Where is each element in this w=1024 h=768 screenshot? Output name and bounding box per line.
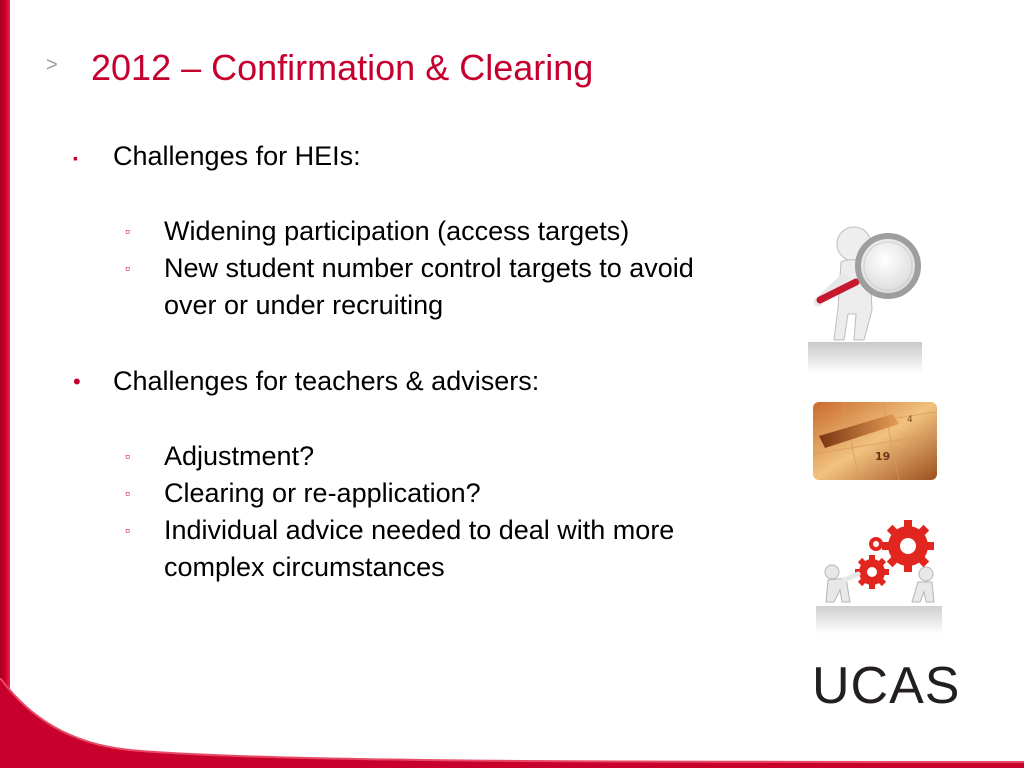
sub-bullet	[125, 475, 481, 512]
sub-bullet-text: Adjustment?	[164, 441, 315, 471]
sub-bullet-text: complex circumstances	[164, 552, 445, 582]
sub-bullet-text: Widening participation (access targets)	[164, 216, 630, 246]
figures-gears-icon	[816, 516, 942, 634]
heading-text: Challenges for teachers & advisers:	[113, 366, 540, 396]
magnifying-figure-icon	[808, 222, 924, 374]
svg-text:4: 4	[907, 415, 913, 425]
bullet-heading-teachers	[73, 363, 540, 400]
sub-bullet	[125, 250, 694, 287]
title-chevron-icon: >	[46, 54, 58, 76]
open-square-bullet-icon: ▫	[125, 260, 130, 276]
open-square-bullet-icon: ▫	[125, 485, 130, 501]
sub-bullet-text: New student number control targets to avoid	[164, 253, 694, 283]
open-square-bullet-icon: ▫	[125, 448, 130, 464]
sub-bullet-continuation	[164, 287, 443, 324]
open-square-bullet-icon: ▫	[125, 522, 130, 538]
sub-bullet-text: Individual advice needed to deal with more	[164, 515, 675, 545]
sub-bullet	[125, 213, 630, 250]
sub-bullet	[125, 512, 675, 549]
svg-text:19: 19	[875, 450, 891, 463]
sub-bullet-continuation	[164, 549, 445, 586]
sub-bullet-text: Clearing or re-application?	[164, 478, 481, 508]
ucas-logo: UCAS	[812, 657, 961, 715]
open-square-bullet-icon: ▫	[125, 223, 130, 239]
square-bullet-icon: ▪	[73, 150, 78, 166]
sub-bullet	[125, 438, 315, 475]
bullet-heading-heis	[73, 138, 361, 175]
heading-text: Challenges for HEIs:	[113, 141, 361, 171]
calendar-pen-icon	[813, 402, 937, 480]
sub-bullet-text: over or under recruiting	[164, 290, 444, 320]
round-bullet-icon: •	[73, 369, 81, 394]
red-frame-left	[0, 0, 10, 768]
slide-title: 2012 – Confirmation & Clearing	[91, 47, 594, 88]
